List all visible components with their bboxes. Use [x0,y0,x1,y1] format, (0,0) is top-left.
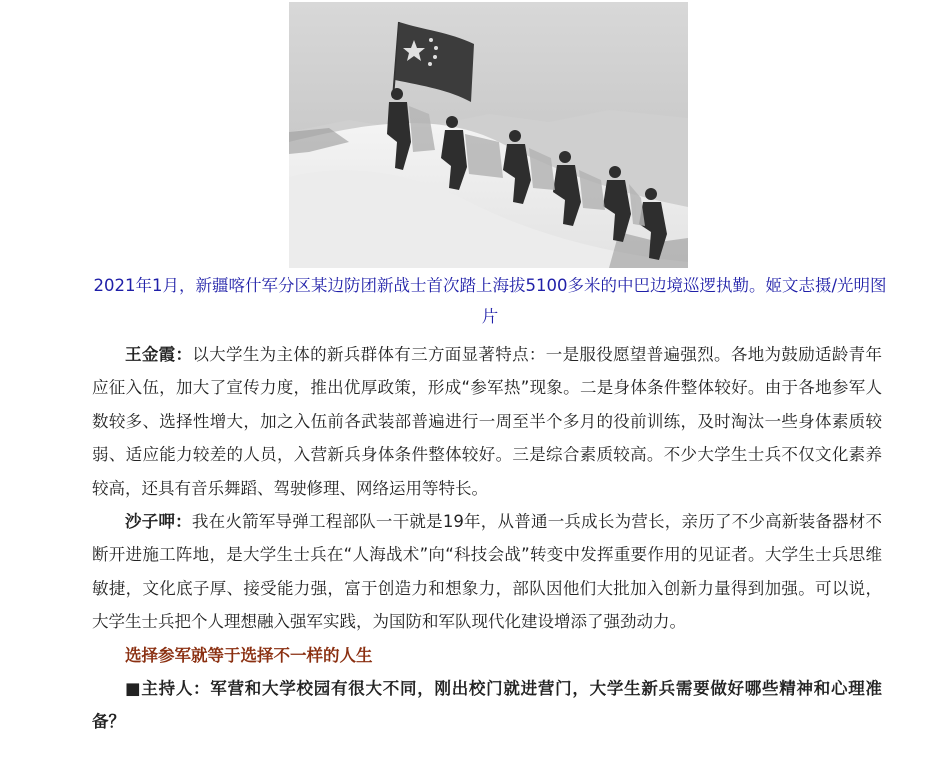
photo-caption: 2021年1月，新疆喀什军分区某边防团新战士首次踏上海拔5100多米的中巴边境巡逻执勤。姬文志摄/光明图片 [93,276,887,326]
host-question: ■主持人：军营和大学校园有很大不同，刚出校门就进营门，大学生新兵需要做好哪些精神和心理准备？ [92,679,882,732]
paragraph-text: 以大学生为主体的新兵群体有三方面显著特点：一是服役愿望普遍强烈。各地为鼓励适龄青年应征入伍，加大了宣传力度，推出优厚政策，形成“参军热”现象。二是身体条件整体较好。由于各地参军人数较多、选择性增大，加之入伍前各武装部普遍进行一周至半个多月的役前训练，及时淘汰一些身体素质较弱、适应能力较差的人员，入营新兵身体条件整体较好。三是综合素质较高。不少大学生士兵不仅文化素养较高，还具有音乐舞蹈、驾驶修理、网络运用等特长。 [92,345,883,498]
article-body [92,338,882,739]
speaker-name: 王金霞： [125,345,193,364]
speaker-name: 沙子呷： [125,512,192,532]
news-photo [289,2,688,268]
paragraph-text: 我在火箭军导弹工程部队一干就是19年，从普通一兵成长为营长，亲历了不少高新装备器材不断开进施工阵地，是大学生士兵在“人海战术”向“科技会战”转变中发挥重要作用的见证者。大学生士兵思维敏捷，文化底子厚、接受能力强，富于创造力和想象力，部队因他们大批加入创新力量得到加强。可以说，大学生士兵把个人理想融入强军实践，为国防和军队现代化建设增添了强劲动力。 [92,512,883,632]
paragraph-sha [92,505,882,639]
section-subhead: 选择参军就等于选择不一样的人生 [125,645,373,665]
paragraph-wang [92,338,882,505]
snow-mountain-patrol-photo [289,2,688,268]
